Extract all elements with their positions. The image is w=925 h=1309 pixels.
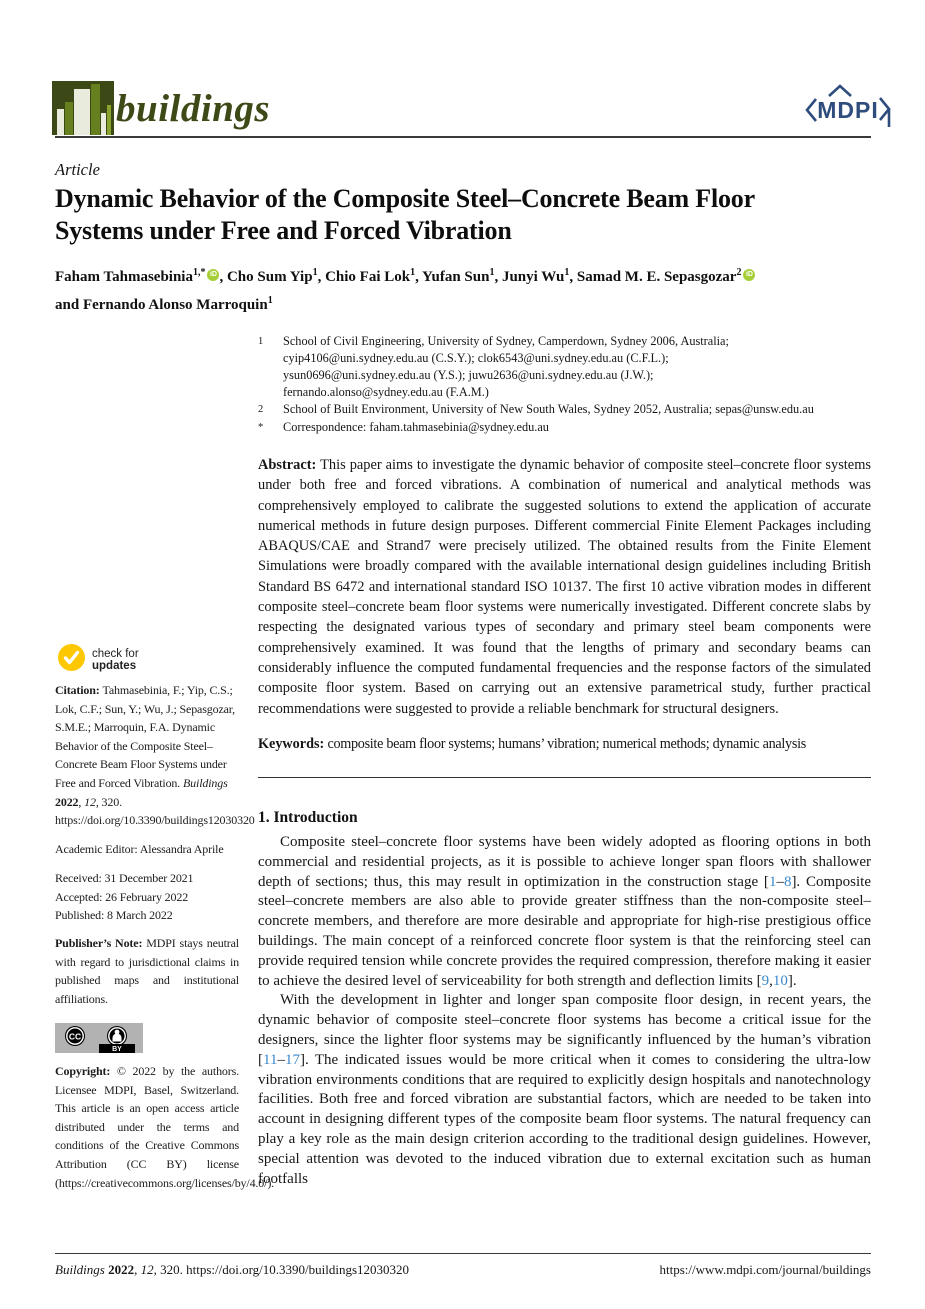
reference-link[interactable]: 9 — [761, 972, 770, 989]
citation-block: Citation: Tahmasebinia, F.; Yip, C.S.; Lok, C.F.; Sun, Y.; Wu, J.; Sepasgozar, S.M.E.; Marroquin, F.A. Dynamic Behavior of the Composite Steel–Concrete Beam Floor Systems under Free and Forced Vibration. Buildings 2022, 12, 320. https://doi.org/10.3390/buildings12030320 — [55, 683, 255, 828]
affiliation-row — [258, 419, 871, 437]
header-rule — [55, 136, 871, 138]
section-heading-introduction: 1. Introduction — [258, 809, 358, 826]
academic-editor: Academic Editor: Alessandra Aprile — [55, 842, 224, 856]
affiliation-text: School of Civil Engineering, University of Sydney, Camperdown, Sydney 2006, Australia; cyip4106@uni.sydney.edu.au (C.S.Y.); clok6543@uni.sydney.edu.au (C.F.L.); ysun0696@uni.sydney.edu.au (Y.S.); juwu2636@uni.sydney.edu.au (J.W.); fernando.alonso@sydney.edu.au (F.A.M.) — [283, 334, 729, 399]
mdpi-logo — [803, 83, 893, 140]
accepted-date: Accepted: 26 February 2022 — [55, 889, 189, 904]
affiliation-marker: 1 — [258, 336, 264, 347]
cc-by-license-badge[interactable] — [55, 1023, 143, 1058]
keywords — [258, 736, 871, 753]
keywords-label: Keywords: — [258, 736, 325, 752]
footer-journal-url[interactable]: https://www.mdpi.com/journal/buildings — [659, 1262, 871, 1277]
article-type-label: Article — [55, 160, 100, 179]
correspondence-marker: * — [258, 421, 264, 433]
affiliations — [258, 333, 871, 436]
author-list — [55, 261, 871, 317]
section-divider — [258, 777, 871, 778]
history-dates — [55, 869, 239, 925]
abstract-text: This paper aims to investigate the dynamic behavior of composite steel–concrete floor systems under both free and forced vibrations. A combination of numerical and analytical methods was comprehensively employed to calibrate the suggested solutions to extend the application of accurate numerical methods in future design purposes. Different commercial Finite Element Packages including ABAQUS/CAE and Strand7 were precisely utilized. The obtained results from the Finite Element Simulations were broadly compared with the available international design guidelines including British Standard BS 6472 and international standard ISO 10137. The first 10 active vibration modes in different composite steel–concrete beam floor systems were numerically investigated. Different concrete slabs by respecting the designated various types of secondary and primary steel beam components were comprehensively examined. It was found that the lengths of primary and secondary beams can considerably influence the computed fundamental frequencies and the response factors of the simulated composite floor system. Based on carrying out an extensive parametrical study, further practical recommendations were suggested to provide a reliable benchmark for structural designers. — [258, 457, 871, 717]
introduction-body — [258, 833, 871, 1189]
journal-name: buildings — [116, 87, 271, 130]
published-date: Published: 8 March 2022 — [55, 908, 173, 923]
affiliation-text: School of Built Environment, University of New South Wales, Sydney 2052, Australia; sepas@unsw.edu.au — [283, 401, 814, 416]
author: Faham Tahmasebinia$^{1,*}$ iD , — [55, 267, 227, 285]
reference-link[interactable]: 1 — [768, 873, 777, 890]
keywords-text: composite beam floor systems; humans’ vibration; numerical methods; dynamic analysis — [324, 736, 806, 752]
by-label: BY — [112, 1046, 122, 1053]
reference-link[interactable]: 8 — [783, 873, 792, 890]
orcid-icon[interactable]: iD — [743, 269, 755, 281]
footer-citation: Buildings 2022, 12, 320. https://doi.org/10.3390/buildings12030320 — [55, 1262, 410, 1277]
author: and Fernando Alonso Marroquin$^1$ — [55, 295, 273, 313]
author: Yufan Sun$^1$, — [422, 267, 502, 285]
copyright-block: Copyright: © 2022 by the authors. Licensee MDPI, Basel, Switzerland. This article is an open access article distributed under the terms and conditions of the Creative Commons Attribution (CC BY) license (https://creativecommons.org/licenses/by/4.0/). — [55, 1064, 275, 1190]
publishers-note: Publisher’s Note: MDPI stays neutral with regard to jurisdictional claims in published maps and institutional affiliations. — [55, 936, 239, 1006]
check-for-updates-badge[interactable] — [58, 644, 139, 676]
abstract-label: Abstract: — [258, 457, 317, 473]
page-title — [55, 183, 871, 247]
author: Samad M. E. Sepasgozar$^2$ iD — [577, 269, 756, 285]
check-badge-text: check for updates — [92, 647, 139, 672]
footer-rule — [55, 1253, 871, 1254]
buildings-logo-icon — [52, 81, 114, 140]
affiliation-row — [258, 333, 871, 401]
mdpi-logo-text: MDPI — [817, 97, 879, 123]
reference-link[interactable]: 10 — [772, 972, 788, 989]
intro-paragraph-2: With the development in lighter and longer span composite floor design, in recent years, the dynamic behavior of composite steel–concrete floor systems has become a critical issue for the designers, since the lighter floor systems may be significantly influenced by the human’s vibration [11–17]. The indicated issues would be more critical when it comes to considering the ultra-low vibration environments conditions that are required to explicitly design hospitals and nanotechnology facilities. Both free and forced vibration are substantial factors, which are needed to be taken into account in designing different types of the composite beam floor systems. The natural frequency can play a key role as the main design criterion according to the traditional design guidelines. However, special attention was devoted to the induced vibration due to external excitation such as human footfalls — [258, 992, 871, 1187]
cc-icon: CC — [68, 1031, 82, 1042]
affiliation-row — [258, 401, 871, 419]
correspondence-text: Correspondence: faham.tahmasebinia@sydney.edu.au — [283, 419, 549, 434]
affiliation-marker: 2 — [258, 403, 264, 415]
reference-link[interactable]: 17 — [284, 1051, 300, 1068]
check-icon — [58, 644, 85, 676]
reference-link[interactable]: 11 — [263, 1051, 278, 1068]
abstract — [258, 455, 871, 719]
title-line-2: Systems under Free and Forced Vibration — [55, 216, 512, 245]
author: Chio Fai Lok$^1$, — [325, 267, 423, 285]
author: Cho Sum Yip$^1$, — [226, 267, 326, 285]
author: Junyi Wu$^1$, — [501, 267, 577, 285]
received-date: Received: 31 December 2021 — [55, 871, 194, 885]
orcid-icon[interactable]: iD — [207, 269, 219, 281]
title-line-1: Dynamic Behavior of the Composite Steel–Concrete Beam Floor — [55, 184, 755, 213]
intro-paragraph-1: Composite steel–concrete floor systems have been widely adopted as flooring options in both commercial and residential projects, as it is possible to achieve longer span floors with shallower depth of sections; thus, this may result in optimization in the construction stage [1–8]. Composite steel–concrete members are also able to provide greater stiffness than the non-composite steel–concrete members, and therefore are more desirable and appropriate for high-rise prestigious office buildings. The main concept of a reinforced concrete floor system is that the reinforcing steel can provide required tension while concrete provides the required compression, therefore making it easier to achieve the desired level of serviceability for both strength and deflection limits [9,10]. — [258, 834, 871, 989]
